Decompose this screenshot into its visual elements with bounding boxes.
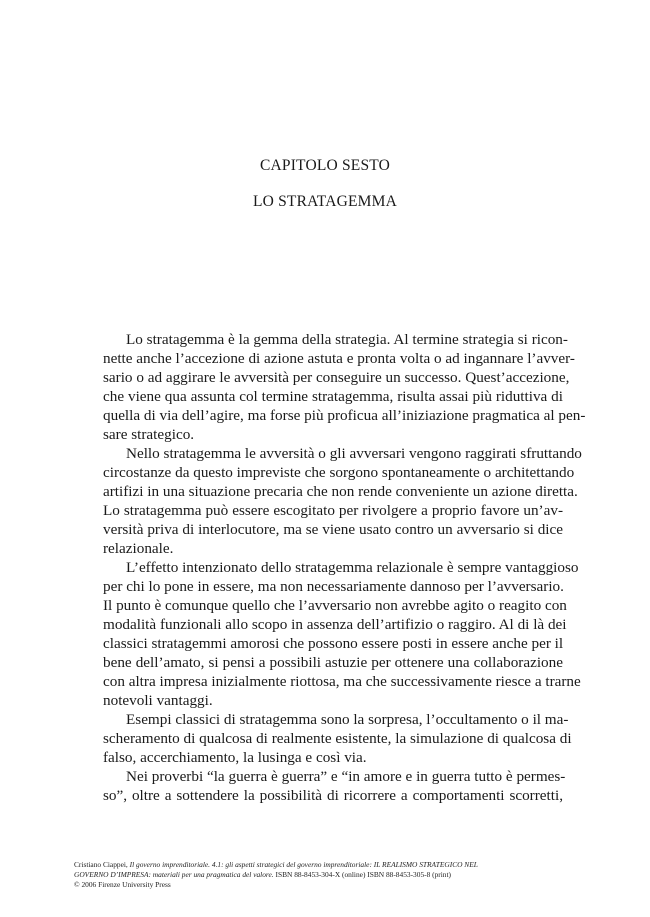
body-line: con altra impresa inizialmente riottosa, ma che successivamente riesce a trarne [103, 673, 581, 690]
footer-copyright: © 2006 Firenze University Press [74, 880, 171, 889]
chapter-heading: CAPITOLO SESTO [259, 157, 391, 174]
body-line: modalità funzionali allo scopo in assenza dell’artifizio o raggiro. Al di là dei [103, 616, 567, 633]
body-line: Nei proverbi “la guerra è guerra” e “in amore e in guerra tutto è permes- [126, 768, 566, 785]
footer-book-title: Il governo imprenditoriale. 4.1: gli aspetti strategici del governo imprenditoriale: IL REALISMO STRATEGICO NEL [129, 860, 478, 869]
body-line: bene dell’amato, si pensi a possibili astuzie per ottenere una collaborazione [103, 654, 563, 671]
body-line: per chi lo pone in essere, ma non necessariamente dannoso per l’avversario. [103, 578, 564, 595]
body-line: Il punto è comunque quello che l’avversario non avrebbe agito o reagito con [103, 597, 567, 614]
body-line: Lo stratagemma può essere escogitato per rivolgere a proprio favore un’av- [103, 502, 563, 519]
footer-citation-line [74, 860, 594, 870]
body-line: Nello stratagemma le avversità o gli avversari vengono raggirati sfruttando [126, 445, 582, 462]
body-line: che viene qua assunta col termine stratagemma, risulta assai più riduttiva di [103, 388, 563, 405]
body-line: nette anche l’accezione di azione astuta e pronta volta o ad ingannare l’avver- [103, 350, 575, 367]
body-line: versità priva di interlocutore, ma se viene usato contro un avversario si dice [103, 521, 563, 538]
body-line: relazionale. [103, 540, 174, 557]
footer-author: Cristiano Ciappei, [74, 860, 128, 869]
body-line: scheramento di qualcosa di realmente esistente, la simulazione di qualcosa di [103, 730, 572, 747]
body-line: so”, oltre a sottendere la possibilità di ricorrere a comportamenti scorretti, [103, 787, 563, 804]
body-line: sario o ad aggirare le avversità per conseguire un successo. Quest’accezione, [103, 369, 570, 386]
body-line: artifizi in una situazione precaria che non rende conveniente un azione diretta. [103, 483, 578, 500]
footer-book-title-cont: GOVERNO D’IMPRESA: materiali per una pragmatica del valore. [74, 870, 274, 879]
body-line: L’effetto intenzionato dello stratagemma relazionale è sempre vantaggioso [126, 559, 579, 576]
body-line: circostanze da questo impreviste che sorgono spontaneamente o architettando [103, 464, 575, 481]
body-line: quella di via dell’agire, ma forse più proficua all’iniziazione pragmatica al pen- [103, 407, 586, 424]
body-line: Esempi classici di stratagemma sono la sorpresa, l’occultamento o il ma- [126, 711, 569, 728]
body-line: classici stratagemmi amorosi che possono essere posti in essere anche per il [103, 635, 564, 652]
body-line: falso, accerchiamento, la lusinga e così via. [103, 749, 367, 766]
footer-isbn: ISBN 88-8453-304-X (online) ISBN 88-8453-305-8 (print) [275, 870, 452, 879]
body-line: Lo stratagemma è la gemma della strategia. Al termine strategia si ricon- [126, 331, 568, 348]
body-line: sare strategico. [103, 426, 195, 443]
chapter-title: LO STRATAGEMMA [252, 193, 398, 210]
footer-citation-line-2 [74, 870, 594, 880]
body-line: notevoli vantaggi. [103, 692, 213, 709]
